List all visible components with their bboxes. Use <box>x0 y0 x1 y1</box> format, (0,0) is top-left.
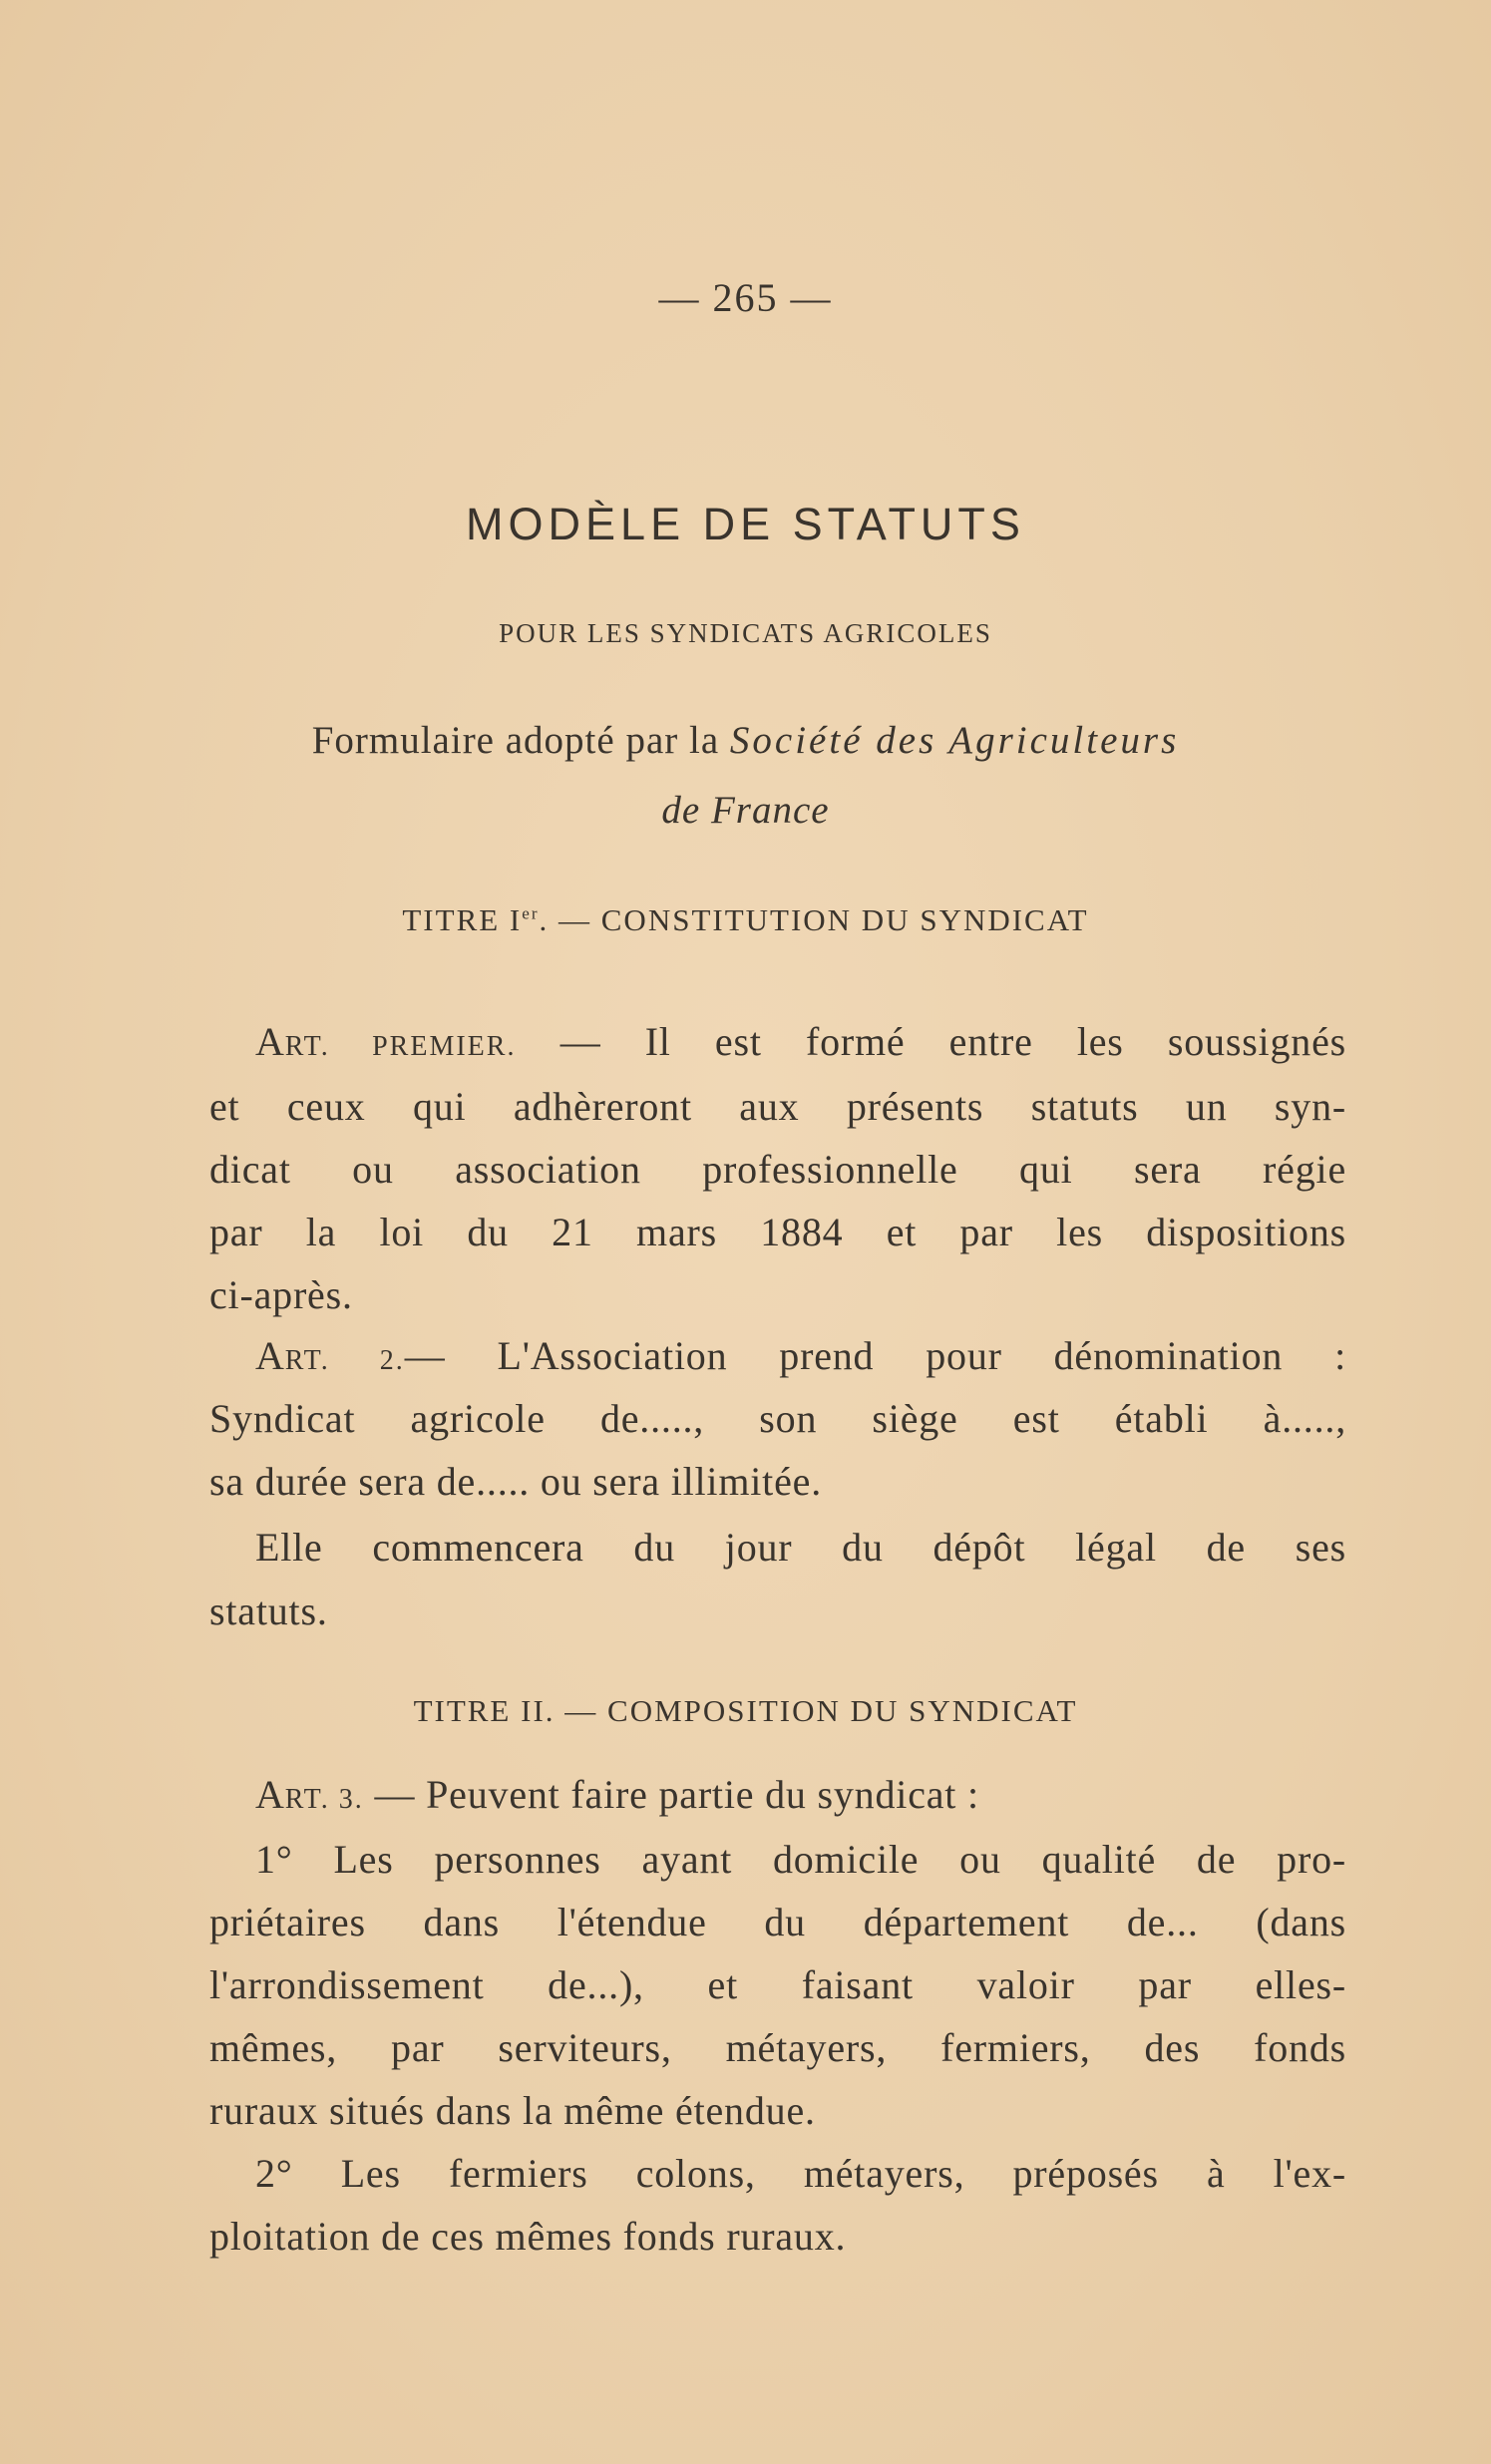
article-1-line: ART. PREMIER. — Il est formé entre les soussignés <box>255 1019 1346 1064</box>
article-1-line: et ceux qui adhèreront aux présents statuts un syn- <box>209 1084 1346 1129</box>
section-heading-titre-1: TITRE Ier. — CONSTITUTION DU SYNDICAT <box>402 902 1089 937</box>
formulaire-line-2: de France <box>661 789 830 832</box>
subtitle: POUR LES SYNDICATS AGRICOLES <box>499 618 992 648</box>
article-2-line: Elle commencera du jour du dépôt légal de ses <box>255 1525 1346 1570</box>
article-2-line: sa durée sera de..... ou sera illimitée. <box>209 1459 822 1504</box>
article-1-line: dicat ou association professionnelle qui sera régie <box>209 1147 1346 1192</box>
article-label: ART. 3. <box>255 1772 364 1817</box>
article-1-line: ci-après. <box>209 1272 353 1317</box>
article-1-line: par la loi du 21 mars 1884 et par les dispositions <box>209 1210 1346 1254</box>
formulaire-prefix: Formulaire adopté par la <box>311 719 720 762</box>
article-label: ART. 2. <box>255 1333 405 1378</box>
formulaire-line-1 <box>0 718 1491 763</box>
society-name: Société des Agriculteurs <box>729 719 1180 762</box>
article-2-line: ART. 2.— L'Association prend pour dénomination : <box>255 1333 1346 1378</box>
article-label: ART. PREMIER. <box>255 1019 517 1064</box>
article-3-line: ART. 3. — Peuvent faire partie du syndicat : <box>255 1772 979 1817</box>
article-2-line: Syndicat agricole de....., son siège est établi à....., <box>209 1396 1346 1441</box>
article-3-line: mêmes, par serviteurs, métayers, fermiers, des fonds <box>209 2025 1346 2070</box>
article-3-line: ruraux situés dans la même étendue. <box>209 2088 816 2133</box>
section-heading-titre-2: TITRE II. — COMPOSITION DU SYNDICAT <box>413 1693 1078 1728</box>
article-3-line: 1° Les personnes ayant domicile ou qualité de pro- <box>255 1837 1346 1882</box>
page-number: — 265 — <box>658 275 833 320</box>
article-2-line: statuts. <box>209 1588 328 1633</box>
article-3-line: priétaires dans l'étendue du département de... (dans <box>209 1900 1346 1944</box>
article-3-line: l'arrondissement de...), et faisant valoir par elles- <box>209 1962 1346 2007</box>
page-title: MODÈLE DE STATUTS <box>466 499 1025 549</box>
article-3-line: 2° Les fermiers colons, métayers, préposés à l'ex- <box>255 2151 1346 2196</box>
article-3-line: ploitation de ces mêmes fonds ruraux. <box>209 2214 847 2259</box>
